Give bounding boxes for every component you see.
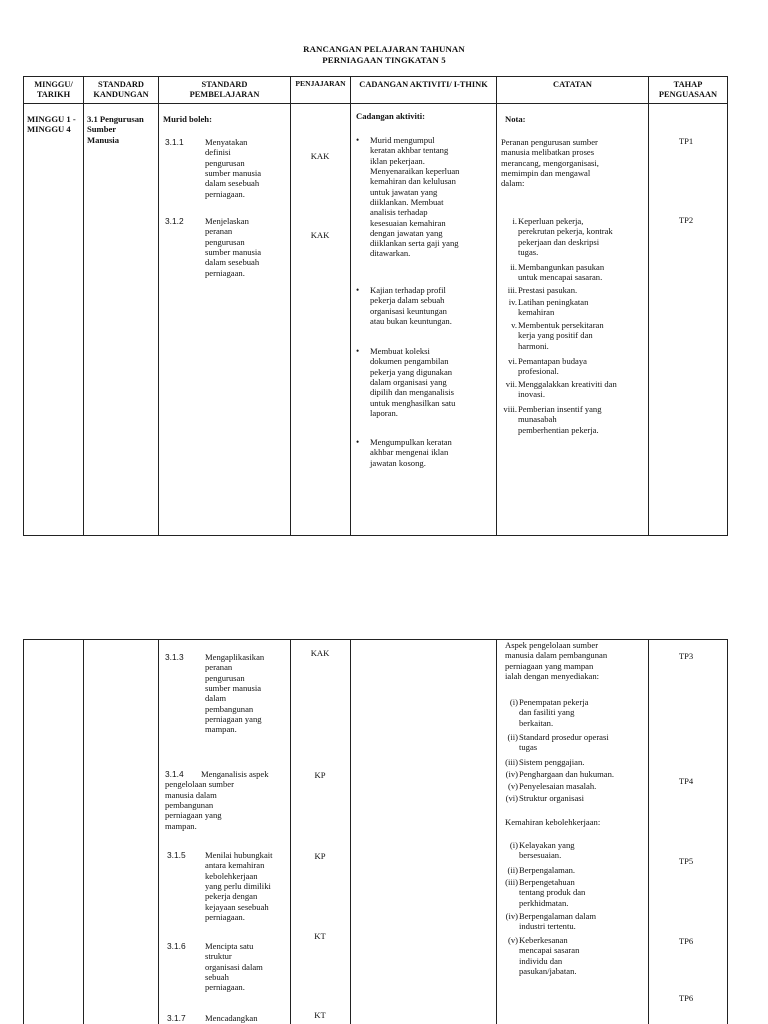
cadangan-aktiviti-label: Cadangan aktiviti: <box>356 111 426 121</box>
nota-intro: Peranan pengurusan sumber manusia melibatkan proses merancang, mengorganisasi, memimpin dan mengawal dalam: <box>501 137 599 189</box>
col-header-catatan: CATATAN <box>553 80 592 89</box>
kemahiran-item-iv: (iv) Berpengalaman dalam industri tertentu. <box>505 911 597 932</box>
aspek-item-v: (v) Penyelesaian masalah. <box>507 781 597 791</box>
sp-code-3-1-7: 3.1.7 <box>167 1013 186 1023</box>
aspek-item-i: (i) Penempatan pekerja dan fasiliti yang berkaitan. <box>509 697 589 728</box>
nota-item-ii: ii. Membangunkan pasukan untuk mencapai sasaran. <box>510 262 605 283</box>
aspek-item-iii: (iii) Sistem penggajian. <box>505 757 585 767</box>
sp-text-3-1-2: Menjelaskan peranan pengurusan sumber manusia dalam sesebuah perniagaan. <box>205 216 262 278</box>
aspek-item-iv: (iv) Penghargaan dan hukuman. <box>505 769 615 779</box>
standard-kandungan-cell: 3.1 Pengurusan Sumber Manusia <box>87 114 144 145</box>
col-header-cadangan-aktiviti: CADANGAN AKTIVITI/ I-THINK <box>359 80 488 89</box>
kemahiran-item-i: (i) Kelayakan yang bersesuaian. <box>509 840 575 861</box>
kemahiran-label: Kemahiran kebolehkerjaan: <box>505 817 601 827</box>
sp-text-3-1-1: Menyatakan definisi pengurusan sumber manusia dalam sesebuah perniagaan. <box>205 137 262 199</box>
tp-3-1-7: TP6 <box>678 993 694 1003</box>
penjajaran-3-1-5: KP <box>314 851 326 861</box>
tp-3-1-6: TP6 <box>678 936 694 946</box>
penjajaran-3-1-1: KAK <box>310 151 330 161</box>
col-header-penjajaran: PENJAJARAN <box>295 79 346 88</box>
aspek-item-vi: (vi) Struktur organisasi <box>505 793 585 803</box>
nota-item-iv: iv. Latihan peningkatan kemahiran <box>508 297 589 318</box>
nota-item-i: i. Keperluan pekerja, perekrutan pekerja, kontrak pekerjaan dan deskripsi tugas. <box>512 216 613 257</box>
sp-code-3-1-5: 3.1.5 <box>167 850 186 860</box>
minggu-cell: MINGGU 1 - MINGGU 4 <box>27 114 76 135</box>
kemahiran-item-iii: (iii) Berpengetahuan tentang produk dan perkhidmatan. <box>505 877 586 908</box>
tp-3-1-5: TP5 <box>678 856 694 866</box>
document-title-line2: PERNIAGAAN TINGKATAN 5 <box>322 55 446 65</box>
sp-code-3-1-2: 3.1.2 <box>165 216 184 226</box>
bullet-icon: • <box>356 285 360 295</box>
sp-text-3-1-6: Mencipta satu struktur organisasi dalam sebuah perniagaan. <box>205 941 263 993</box>
sp-code-3-1-3: 3.1.3 <box>165 652 184 662</box>
col-header-tahap-penguasaan: TAHAP PENGUASAAN <box>658 80 718 100</box>
sp-code-3-1-6: 3.1.6 <box>167 941 186 951</box>
kemahiran-item-v: (v) Keberkesanan mencapai sasaran individu dan pasukan/jabatan. <box>507 935 580 976</box>
penjajaran-3-1-3: KAK <box>310 648 330 658</box>
sp-text-3-1-3: Mengaplikasikan peranan pengurusan sumber manusia dalam pembangunan perniagaan yang mampan. <box>205 652 265 735</box>
sp-text-3-1-7: Mencadangkan <box>205 1013 258 1023</box>
tp-3-1-1: TP1 <box>678 136 694 146</box>
sp-text-3-1-4: Menganalisis aspek pengelolaan sumber manusia dalam pembangunan perniagaan yang mampan. <box>165 769 269 831</box>
tp-3-1-4: TP4 <box>678 776 694 786</box>
nota-label: Nota: <box>505 114 526 124</box>
nota-item-iii: iii. Prestasi pasukan. <box>507 285 578 295</box>
bullet-icon: • <box>356 135 360 145</box>
aspek-intro: Aspek pengelolaan sumber manusia dalam pembangunan perniagaan yang mampan ialah dengan menyediakan: <box>505 640 608 681</box>
bullet-icon: • <box>356 437 360 447</box>
sp-text-3-1-5: Menilai hubungkait antara kemahiran kebolehkerjaan yang perlu dimiliki pekerja dengan kejayaan sesebuah perniagaan. <box>205 850 273 922</box>
col-header-standard-pembelajaran: STANDARD PEMBELAJARAN <box>189 80 260 100</box>
tp-3-1-3: TP3 <box>678 651 694 661</box>
col-header-minggu: MINGGU/ TARIKH <box>34 80 73 100</box>
sp-code-3-1-4: 3.1.4 <box>165 769 184 779</box>
nota-item-vii: vii. Menggalakkan kreativiti dan inovasi. <box>505 379 617 400</box>
bullet-icon: • <box>356 346 360 356</box>
document-title-line1: RANCANGAN PELAJARAN TAHUNAN <box>303 44 465 54</box>
penjajaran-3-1-6: KT <box>314 931 326 941</box>
murid-boleh-label: Murid boleh: <box>163 114 212 124</box>
nota-item-v: v. Membentuk persekitaran kerja yang positif dan harmoni. <box>511 320 604 351</box>
penjajaran-3-1-4: KP <box>314 770 326 780</box>
tp-3-1-2: TP2 <box>678 215 694 225</box>
nota-item-vi: vi. Pemantapan budaya profesional. <box>508 356 587 377</box>
penjajaran-3-1-2: KAK <box>310 230 330 240</box>
kemahiran-item-ii: (ii) Berpengalaman. <box>507 865 576 875</box>
nota-item-viii: viii. Pemberian insentif yang munasabah pemberhentian pekerja. <box>503 404 602 435</box>
penjajaran-3-1-7: KT <box>314 1010 326 1020</box>
sp-code-3-1-1: 3.1.1 <box>165 137 184 147</box>
col-header-standard-kandungan: STANDARD KANDUNGAN <box>93 80 149 100</box>
aspek-item-ii: (ii) Standard prosedur operasi tugas <box>507 732 609 753</box>
